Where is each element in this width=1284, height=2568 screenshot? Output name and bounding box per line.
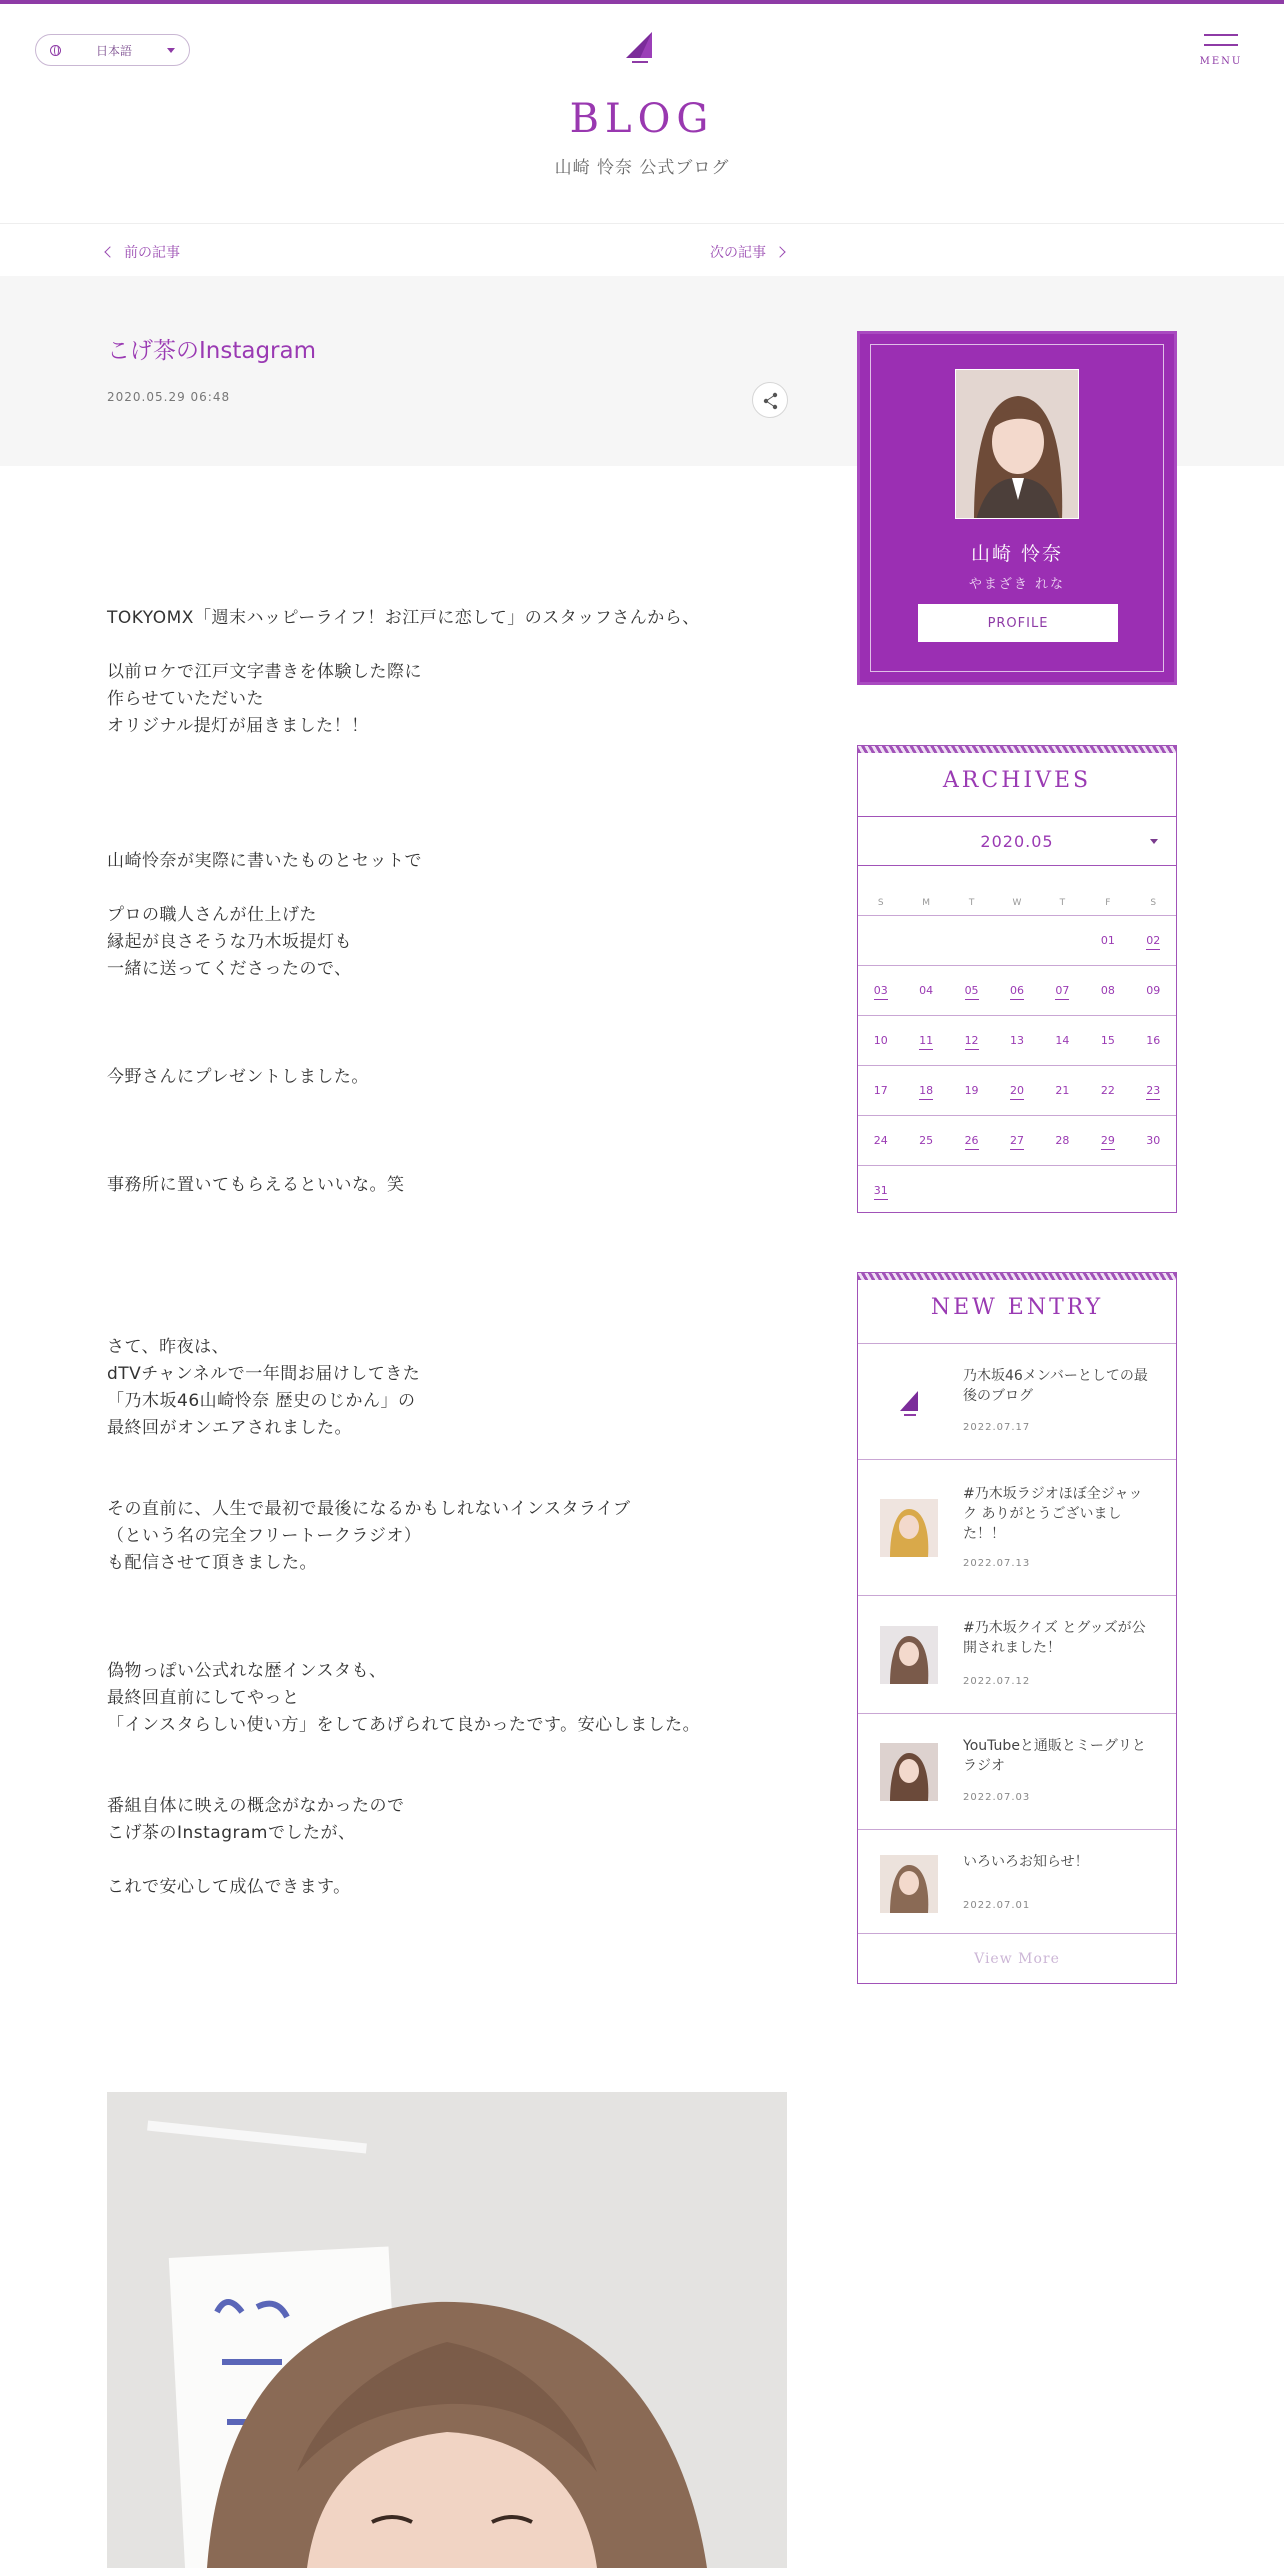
calendar-cell <box>903 1034 948 1047</box>
decorative-border <box>858 746 1176 753</box>
post-paragraph: も配信させて頂きました。 <box>107 1553 317 1573</box>
post-paragraph: dTVチャンネルで一年間お届けしてきた <box>107 1364 421 1384</box>
calendar-cell <box>949 984 994 997</box>
post-paragraph <box>107 1307 797 1334</box>
post-paragraph <box>107 1253 797 1280</box>
post-paragraph: 「インスタらしい使い方」をしてあげられて良かったです。安心しました。 <box>107 1715 701 1735</box>
calendar-cell <box>1040 1084 1085 1097</box>
entry-date: 2022.07.13 <box>963 1558 1031 1569</box>
entry-title[interactable]: YouTubeと通販とミーグリとラジオ <box>963 1738 1146 1774</box>
calendar-day: 28 <box>1055 1134 1070 1147</box>
post-paragraph: （という名の完全フリートークラジオ） <box>107 1526 422 1546</box>
calendar-weekday: T <box>1059 898 1066 908</box>
entry-title[interactable]: #乃木坂クイズ とグッズが公開されました！ <box>963 1620 1146 1656</box>
calendar-day: 15 <box>1100 1034 1115 1047</box>
post-paragraph: 最終回がオンエアされました。 <box>107 1418 352 1438</box>
post-date: 2020.05.29 06:48 <box>107 390 231 404</box>
post-paragraph: 山崎怜奈が実際に書いたものとセットで <box>107 851 422 871</box>
calendar-weekday: T <box>968 898 975 908</box>
month-select[interactable] <box>858 816 1176 866</box>
entry-date: 2022.07.03 <box>963 1792 1031 1803</box>
calendar-day: 24 <box>873 1134 888 1147</box>
menu-button[interactable] <box>1198 30 1244 70</box>
calendar-day-link[interactable]: 31 <box>874 1184 888 1200</box>
calendar-day: 10 <box>873 1034 888 1047</box>
archives-widget <box>857 745 1177 1213</box>
calendar-day-link[interactable]: 02 <box>1146 934 1160 950</box>
post-paragraph <box>107 1739 797 1766</box>
calendar-cell <box>949 1084 994 1097</box>
new-entry-title: NEW ENTRY <box>930 1295 1104 1320</box>
post-paragraph <box>107 1226 797 1253</box>
calendar-weekday: S <box>1150 898 1157 908</box>
post-paragraph <box>107 1442 797 1469</box>
calendar-cell <box>1085 984 1130 997</box>
calendar-cell <box>1040 1034 1085 1047</box>
view-more-link[interactable]: View More <box>858 1933 1176 1983</box>
calendar-cell <box>994 984 1039 997</box>
new-entry-item[interactable] <box>858 1343 1176 1459</box>
page-title: BLOG <box>569 96 715 142</box>
language-label: 日本語 <box>95 43 132 58</box>
calendar-cell <box>1040 984 1085 997</box>
menu-bar-top <box>1204 34 1238 36</box>
menu-bar-bottom <box>1204 44 1238 46</box>
globe-icon <box>50 45 61 56</box>
new-entry-item[interactable] <box>858 1595 1176 1713</box>
calendar-day: 21 <box>1055 1084 1070 1097</box>
share-button[interactable] <box>752 382 788 418</box>
next-article-link[interactable] <box>710 242 784 262</box>
post-paragraph: 番組自体に映えの概念がなかったので <box>107 1796 405 1816</box>
calendar-day: 08 <box>1100 984 1115 997</box>
calendar-cell <box>858 1084 903 1097</box>
calendar-day: 22 <box>1100 1084 1115 1097</box>
post-paragraph: 最終回直前にしてやっと <box>107 1688 300 1708</box>
post-paragraph <box>107 983 797 1010</box>
post-paragraph <box>107 632 797 659</box>
calendar-week-row <box>858 1015 1176 1065</box>
calendar-day: 14 <box>1055 1034 1070 1047</box>
profile-card <box>857 331 1177 685</box>
calendar-cell <box>949 1034 994 1047</box>
calendar-day-link[interactable]: 06 <box>1010 984 1024 1000</box>
post-paragraph <box>107 1469 797 1496</box>
calendar-day: 30 <box>1146 1134 1161 1147</box>
calendar-day: 19 <box>964 1084 979 1097</box>
calendar-week-row <box>858 915 1176 965</box>
calendar-cell <box>1085 1134 1130 1147</box>
entry-title[interactable]: #乃木坂ラジオほぼ全ジャック ありがとうございました！！ <box>963 1486 1143 1542</box>
entry-thumbnail <box>880 1373 938 1431</box>
avatar-illustration <box>956 370 1079 519</box>
calendar-cell <box>858 1034 903 1047</box>
calendar-day-link[interactable]: 07 <box>1055 984 1069 1000</box>
calendar-day-link[interactable]: 23 <box>1146 1084 1160 1100</box>
calendar <box>858 891 1176 1215</box>
calendar-day-link[interactable]: 29 <box>1101 1134 1115 1150</box>
caret-down-icon <box>1150 839 1158 844</box>
calendar-cell <box>1085 1084 1130 1097</box>
post-paragraph <box>107 875 797 902</box>
calendar-cell <box>994 1134 1039 1147</box>
profile-avatar[interactable] <box>955 369 1079 519</box>
post-paragraph <box>107 1091 797 1118</box>
calendar-day: 01 <box>1100 934 1115 947</box>
post-paragraph <box>107 767 797 794</box>
entry-thumbnail <box>880 1743 938 1801</box>
post-paragraph: 事務所に置いてもらえるといいな。笑 <box>107 1175 405 1195</box>
post-paragraph: その直前に、人生で最初で最後になるかもしれないインスタライブ <box>107 1499 631 1519</box>
prev-article-link[interactable] <box>106 242 180 262</box>
calendar-cell <box>903 1084 948 1097</box>
calendar-cell <box>1085 934 1130 947</box>
post-body <box>107 605 797 1901</box>
calendar-cell <box>903 984 948 997</box>
month-select-value: 2020.05 <box>980 831 1054 851</box>
post-paragraph: こげ茶のInstagramでしたが、 <box>107 1823 356 1843</box>
post-paragraph: プロの職人さんが仕上げた <box>107 905 317 925</box>
calendar-cell <box>949 1134 994 1147</box>
new-entry-item[interactable] <box>858 1459 1176 1595</box>
next-article-label: 次の記事 <box>710 245 766 261</box>
calendar-weekday: W <box>1012 898 1022 908</box>
calendar-cell <box>1131 1084 1176 1097</box>
calendar-day-link[interactable]: 03 <box>874 984 888 1000</box>
post-title: こげ茶のInstagram <box>107 338 317 364</box>
post-paragraph <box>107 1118 797 1145</box>
calendar-cell <box>994 1034 1039 1047</box>
calendar-cell <box>994 1084 1039 1097</box>
post-paragraph <box>107 1847 797 1874</box>
language-selector[interactable] <box>35 34 190 66</box>
calendar-week-row <box>858 1115 1176 1165</box>
chevron-right-icon <box>774 246 785 257</box>
post-paragraph: 縁起が良さそうな乃木坂提灯も <box>107 932 352 952</box>
share-icon <box>753 383 789 419</box>
calendar-weekday: S <box>877 898 884 908</box>
post-paragraph <box>107 1037 797 1064</box>
new-entry-item[interactable] <box>858 1713 1176 1829</box>
calendar-day-link[interactable]: 18 <box>919 1084 933 1100</box>
post-paragraph: 以前ロケで江戸文字書きを体験した際に <box>107 662 422 682</box>
calendar-weekday: M <box>922 898 931 908</box>
post-paragraph: 作らせていただいた <box>107 689 264 709</box>
post-paragraph <box>107 1631 797 1658</box>
archives-title: ARCHIVES <box>942 768 1092 793</box>
entry-thumbnail <box>880 1855 938 1913</box>
profile-kana: やまざき れな <box>968 577 1066 592</box>
calendar-day-link[interactable]: 12 <box>965 1034 979 1050</box>
post-paragraph: 一緒に送ってくださったので、 <box>107 959 352 979</box>
post-paragraph <box>107 1604 797 1631</box>
post-photo <box>107 2092 787 2568</box>
calendar-day: 13 <box>1009 1034 1024 1047</box>
caret-down-icon <box>167 48 175 53</box>
calendar-day-link[interactable]: 26 <box>965 1134 979 1150</box>
calendar-day: 09 <box>1146 984 1161 997</box>
calendar-day-link[interactable]: 05 <box>965 984 979 1000</box>
entry-date: 2022.07.17 <box>963 1422 1031 1433</box>
entry-title[interactable]: いろいろお知らせ！ <box>963 1854 1089 1870</box>
calendar-cell <box>1085 1034 1130 1047</box>
new-entry-item[interactable] <box>858 1829 1176 1937</box>
post-paragraph <box>107 1280 797 1307</box>
post-paragraph <box>107 740 797 767</box>
calendar-cell <box>858 1134 903 1147</box>
post-paragraph <box>107 794 797 821</box>
calendar-cell <box>903 1134 948 1147</box>
entry-date: 2022.07.01 <box>963 1900 1031 1911</box>
menu-label: MENU <box>1199 56 1243 67</box>
decorative-border <box>858 1273 1176 1280</box>
prev-article-label: 前の記事 <box>124 245 180 261</box>
calendar-day: 04 <box>919 984 934 997</box>
post-paragraph <box>107 1766 797 1793</box>
post-paragraph <box>107 1577 797 1604</box>
profile-name: 山崎 怜奈 <box>970 543 1064 565</box>
calendar-day: 17 <box>873 1084 888 1097</box>
post-paragraph: これで安心して成仏できます。 <box>107 1877 351 1897</box>
top-accent-bar <box>0 0 1284 4</box>
calendar-cell <box>858 984 903 997</box>
calendar-week-row <box>858 965 1176 1015</box>
post-paragraph: 「乃木坂46山崎怜奈 歴史のじかん」の <box>107 1391 416 1411</box>
calendar-cell <box>1131 1034 1176 1047</box>
entry-date: 2022.07.12 <box>963 1676 1031 1687</box>
calendar-day-link[interactable]: 11 <box>919 1034 933 1050</box>
page-subtitle: 山崎 怜奈 公式ブログ <box>554 158 730 178</box>
chevron-left-icon <box>104 246 115 257</box>
nogizaka-logo-icon[interactable] <box>622 30 658 68</box>
profile-button[interactable]: PROFILE <box>918 604 1118 642</box>
divider <box>0 223 1284 224</box>
calendar-day: 25 <box>919 1134 934 1147</box>
post-paragraph: オリジナル提灯が届きました！！ <box>107 716 369 736</box>
post-paragraph: さて、昨夜は、 <box>107 1337 230 1357</box>
calendar-cell <box>1131 934 1176 947</box>
calendar-day: 16 <box>1146 1034 1161 1047</box>
new-entry-list <box>858 1343 1176 1937</box>
post-paragraph <box>107 1145 797 1172</box>
post-paragraph: TOKYOMX「週末ハッピーライフ！お江戸に恋して」のスタッフさんから、 <box>107 608 700 628</box>
calendar-weekday: F <box>1105 898 1111 908</box>
entry-thumbnail <box>880 1499 938 1557</box>
calendar-day-link[interactable]: 27 <box>1010 1134 1024 1150</box>
post-paragraph: 偽物っぽい公式れな歴インスタも、 <box>107 1661 387 1681</box>
calendar-week-row <box>858 1065 1176 1115</box>
post-paragraph <box>107 1199 797 1226</box>
calendar-cell <box>1040 1134 1085 1147</box>
calendar-cell <box>1131 1134 1176 1147</box>
calendar-day-link[interactable]: 20 <box>1010 1084 1024 1100</box>
post-paragraph <box>107 1010 797 1037</box>
new-entry-widget <box>857 1272 1177 1984</box>
calendar-week-row <box>858 1165 1176 1215</box>
photo-illustration <box>107 2092 787 2568</box>
calendar-cell <box>1131 984 1176 997</box>
entry-thumbnail <box>880 1626 938 1684</box>
post-paragraph <box>107 821 797 848</box>
calendar-cell <box>858 1184 903 1197</box>
calendar-weekday-row <box>858 891 1176 915</box>
post-paragraph: 今野さんにプレゼントしました。 <box>107 1067 369 1087</box>
entry-title[interactable]: 乃木坂46メンバーとしての最後のブログ <box>963 1368 1148 1404</box>
